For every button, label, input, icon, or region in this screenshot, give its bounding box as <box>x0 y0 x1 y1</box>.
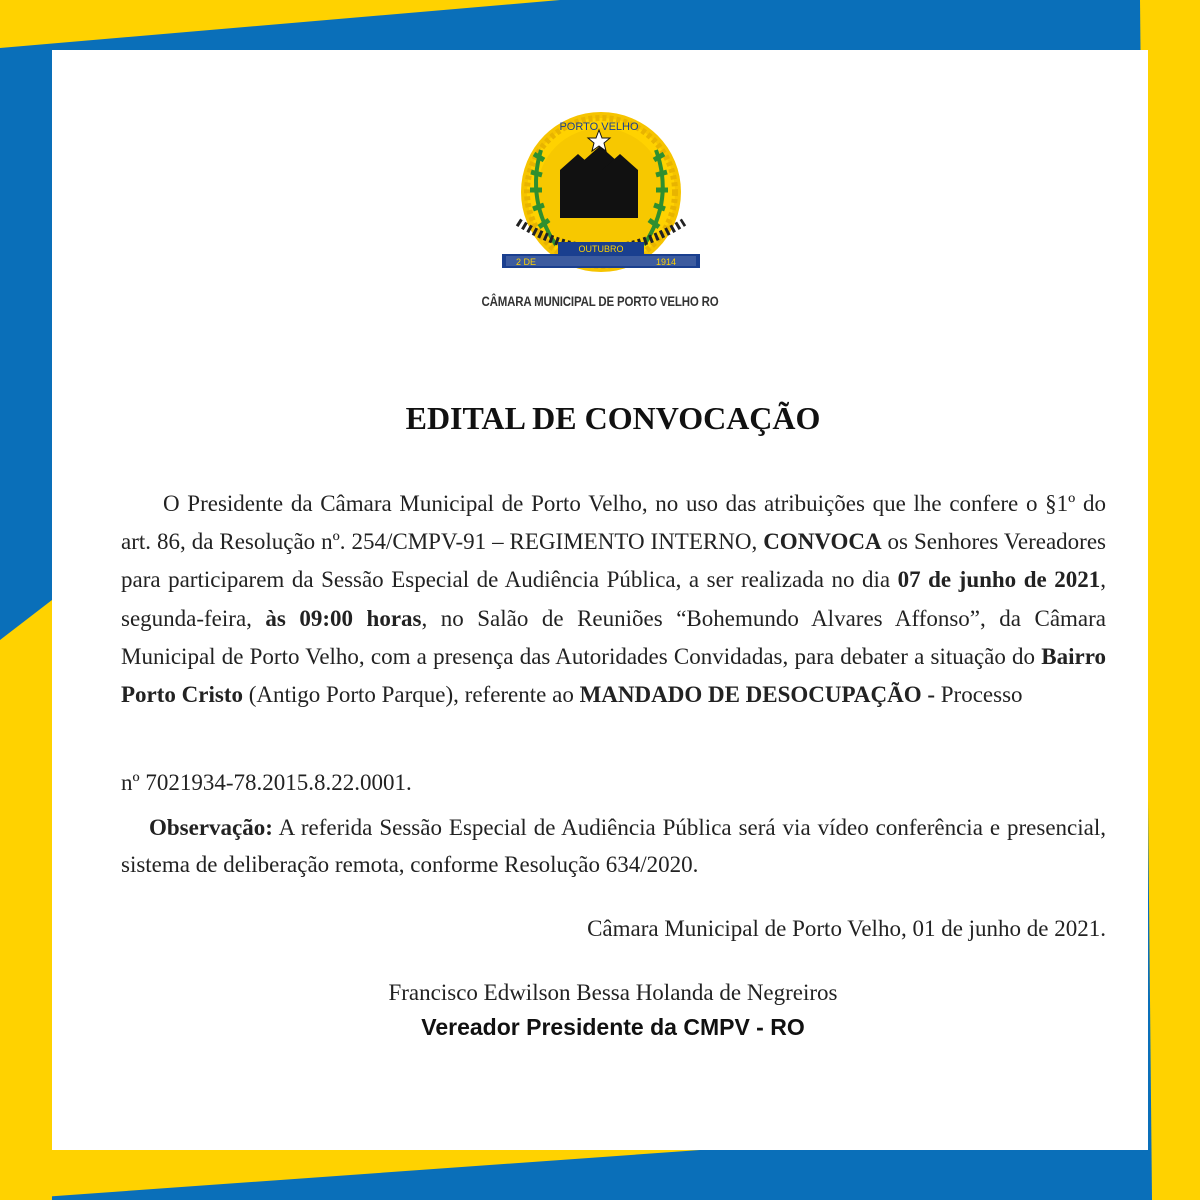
p1-text-4: , no Salão de Reuniões “Bohemundo Alvares Affonso”, da Câmara Municipal de Porto Velho, com a presença das Autoridades Convidadas, para debater a situação do <box>121 605 1106 669</box>
p1-mandado: MANDADO DE DESOCUPAÇÃO - <box>579 682 935 708</box>
p1-bairro: Bairro Porto Cristo <box>121 643 1106 708</box>
seal-ribbon-left: 2 DE <box>515 257 537 267</box>
observation-text: A referida Sessão Especial de Audiência Pública será via vídeo conferência e presencial, sistema de deliberação remota, conforme Resolução 634/2020. <box>121 815 1106 877</box>
chamber-caption: CÂMARA MUNICIPAL DE PORTO VELHO RO <box>481 293 719 309</box>
signer-name: Francisco Edwilson Bessa Holanda de Negreiros <box>388 980 838 1005</box>
p1-text-3: , segunda-feira, <box>121 567 1106 631</box>
process-number: nº 7021934-78.2015.8.22.0001. <box>121 770 412 795</box>
seal-ribbon-right: 1914 <box>655 257 677 267</box>
p1-convoca: CONVOCA <box>763 529 882 555</box>
seal-ribbon-center: OUTUBRO <box>578 244 624 254</box>
place-date-line: Câmara Municipal de Porto Velho, 01 de junho de 2021. <box>587 916 1106 941</box>
p1-session-time: às 09:00 horas <box>265 605 422 631</box>
p1-text-6: Processo <box>935 682 1023 708</box>
convocation-paragraph <box>121 485 1106 714</box>
p1-text-5: (Antigo Porto Parque), referente ao <box>243 682 580 708</box>
document-title: EDITAL DE CONVOCAÇÃO <box>405 400 821 436</box>
p1-session-date: 07 de junho de 2021 <box>897 567 1101 593</box>
camara-seal-logo <box>496 110 706 285</box>
signer-title: Vereador Presidente da CMPV - RO <box>421 1014 805 1040</box>
p1-text-2: os Senhores Vereadores para participarem da Sessão Especial de Audiência Pública, a ser realizada no dia <box>121 529 1106 593</box>
observation-paragraph <box>121 809 1106 883</box>
observation-label: Observação: <box>149 815 273 840</box>
p1-text-1: O Presidente da Câmara Municipal de Porto Velho, no uso das atribuições que lhe confere o §1º do art. 86, da Resolução nº. 254/CMPV-91 – REGIMENTO INTERNO, <box>121 491 1106 555</box>
seal-top-text: PORTO VELHO <box>559 121 639 133</box>
